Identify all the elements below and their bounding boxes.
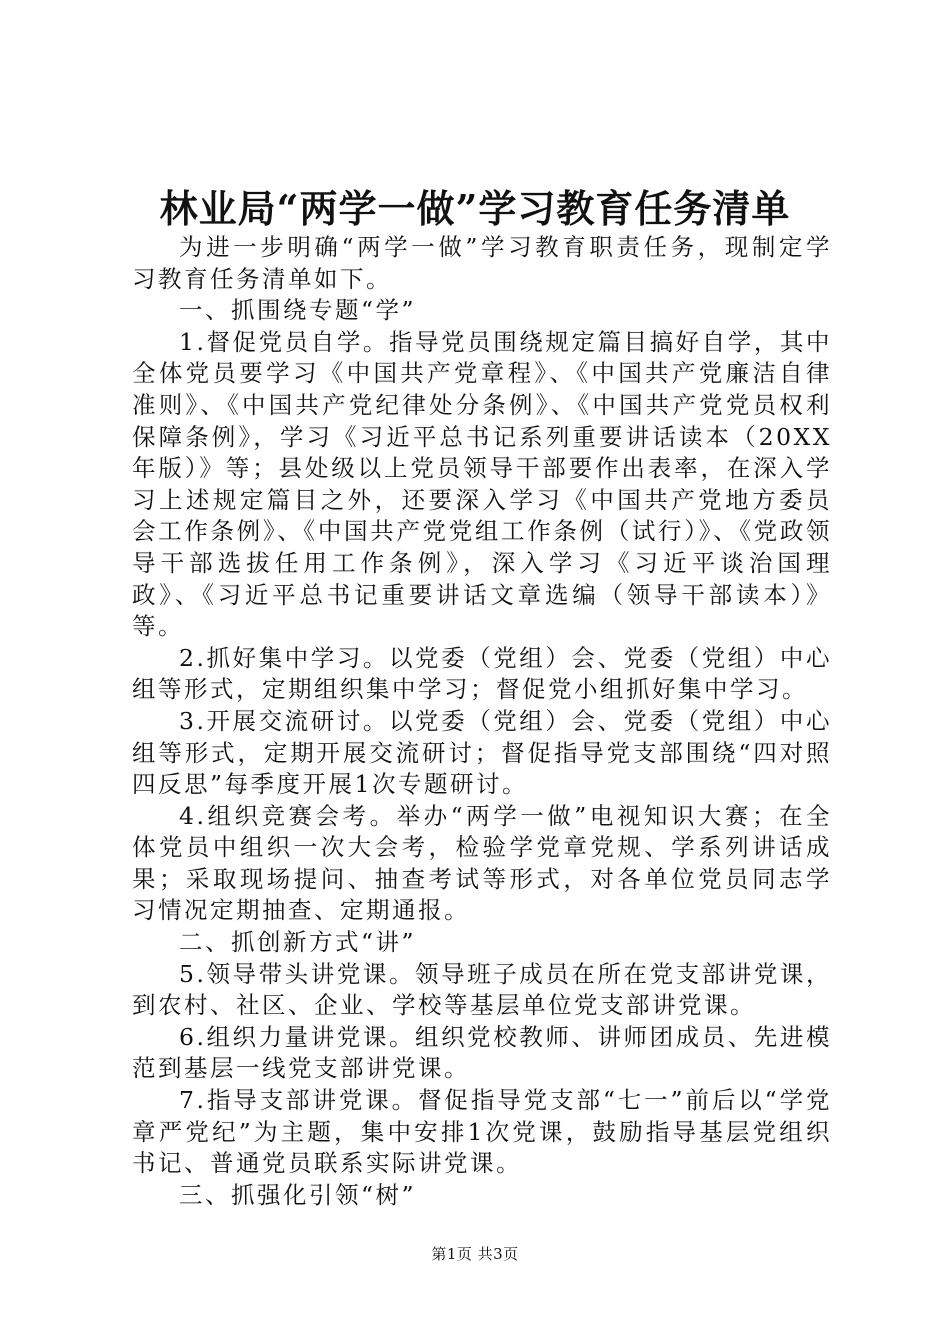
- paragraph-item-2: 2.抓好集中学习。以党委（党组）会、党委（党组）中心组等形式，定期组织集中学习；督促党小组抓好集中学习。: [132, 643, 832, 704]
- page-number-footer: 第1页 共3页: [431, 1245, 519, 1263]
- section-heading-3: 三、抓强化引领“树”: [179, 1180, 417, 1209]
- paragraph-item-6: 6.组织力量讲党课。组织党校教师、讲师团成员、先进模范到基层一线党支部讲党课。: [132, 1022, 832, 1083]
- paragraph-item-5: 5.领导带头讲党课。领导班子成员在所在党支部讲党课，到农村、社区、企业、学校等基层单位党支部讲党课。: [132, 959, 832, 1020]
- paragraph-item-4: 4.组织竞赛会考。举办“两学一做”电视知识大赛；在全体党员中组织一次大会考，检验学党章党规、学系列讲话成果；采取现场提问、抽查考试等形式，对各单位党员同志学习情况定期抽查、定期通报。: [132, 801, 832, 925]
- document-title: 林业局“两学一做”学习教育任务清单: [159, 186, 791, 231]
- section-heading-1: 一、抓围绕专题“学”: [179, 296, 417, 325]
- paragraph-item-3: 3.开展交流研讨。以党委（党组）会、党委（党组）中心组等形式，定期开展交流研讨；督促指导党支部围绕“四对照四反思”每季度开展1次专题研讨。: [132, 706, 832, 799]
- section-heading-2: 二、抓创新方式“讲”: [179, 928, 417, 957]
- paragraph-intro: 为进一步明确“两学一做”学习教育职责任务，现制定学习教育任务清单如下。: [132, 233, 832, 293]
- document-body: [132, 232, 832, 1211]
- paragraph-item-1: 1.督促党员自学。指导党员围绕规定篇目搞好自学，其中全体党员要学习《中国共产党章程》、《中国共产党廉洁自律准则》、《中国共产党纪律处分条例》、《中国共产党党员权利保障条例》，学习《习近平总书记系列重要讲话读本（20XX年版）》等；县处级以上党员领导干部要作出表率，在深入学习上述规定篇目之外，还要深入学习《中国共产党地方委员会工作条例》、《中国共产党党组工作条例（试行）》、《党政领导干部选拔任用工作条例》，深入学习《习近平谈治国理政》、《习近平总书记重要讲话文章选编（领导干部读本）》等。: [132, 327, 832, 641]
- paragraph-item-7: 7.指导支部讲党课。督促指导党支部“七一”前后以“学党章严党纪”为主题，集中安排1次党课，鼓励指导基层党组织书记、普通党员联系实际讲党课。: [132, 1086, 832, 1178]
